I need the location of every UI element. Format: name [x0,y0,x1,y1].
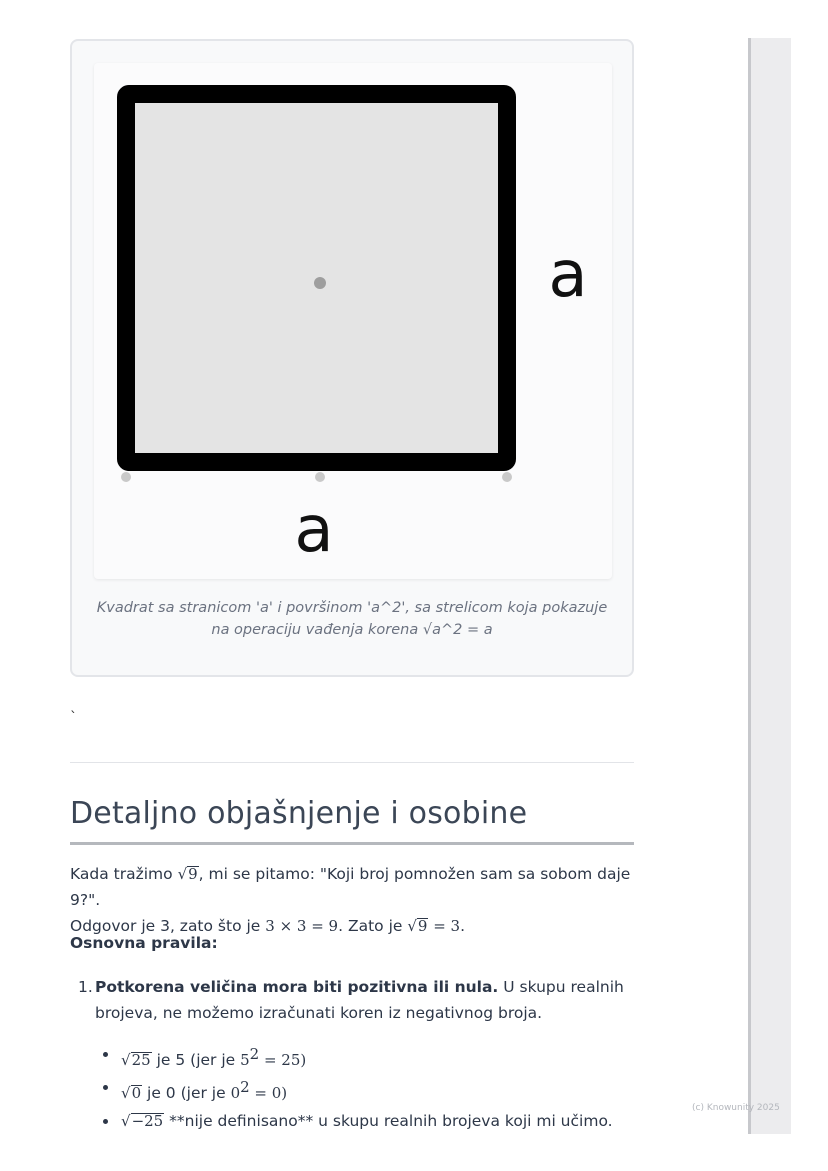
heading-underline [70,842,634,845]
center-dot [314,277,326,289]
square-illustration [94,63,612,579]
stray-backtick: ` [70,710,77,726]
sqrt-9-expression: √9 [177,865,198,883]
side-label-right: a [548,238,588,312]
square-shape [126,94,507,462]
copyright-note: (c) Knowunity 2025 [692,1103,780,1113]
figure-caption: Kvadrat sa stranicom 'a' i površinom 'a^2', sa strelicom koja pokazuje na operaciju vađenja korena √a^2 = a [96,600,608,638]
right-sidebar [748,38,791,1134]
rule-text: U skupu realnih brojeva, ne možemo izračunati koren iz negativnog broja. [95,978,624,1022]
corner-dot-right [502,472,512,482]
section-heading: Detaljno objašnjenje i osobine [70,796,528,831]
corner-dot-left [121,472,131,482]
sqrt-9-result: √9 = 3 [407,917,461,935]
square-diagram [94,63,612,579]
midpoint-dot [315,472,325,482]
horizontal-divider [70,762,634,763]
rule-number: 1. [78,978,93,996]
rule-bold-text: Potkorena veličina mora biti pozitivna ili nula. [95,978,499,996]
intro-paragraph: Kada tražimo √9, mi se pitamo: "Koji broj pomnožen sam sa sobom daje 9?". Odgovor je 3, zato što je 3 × 3 = 9. Zato je √9 = 3. [70,865,631,935]
side-label-bottom: a [294,493,334,567]
figure-card [70,39,634,677]
rules-label: Osnovna pravila: [70,934,218,952]
